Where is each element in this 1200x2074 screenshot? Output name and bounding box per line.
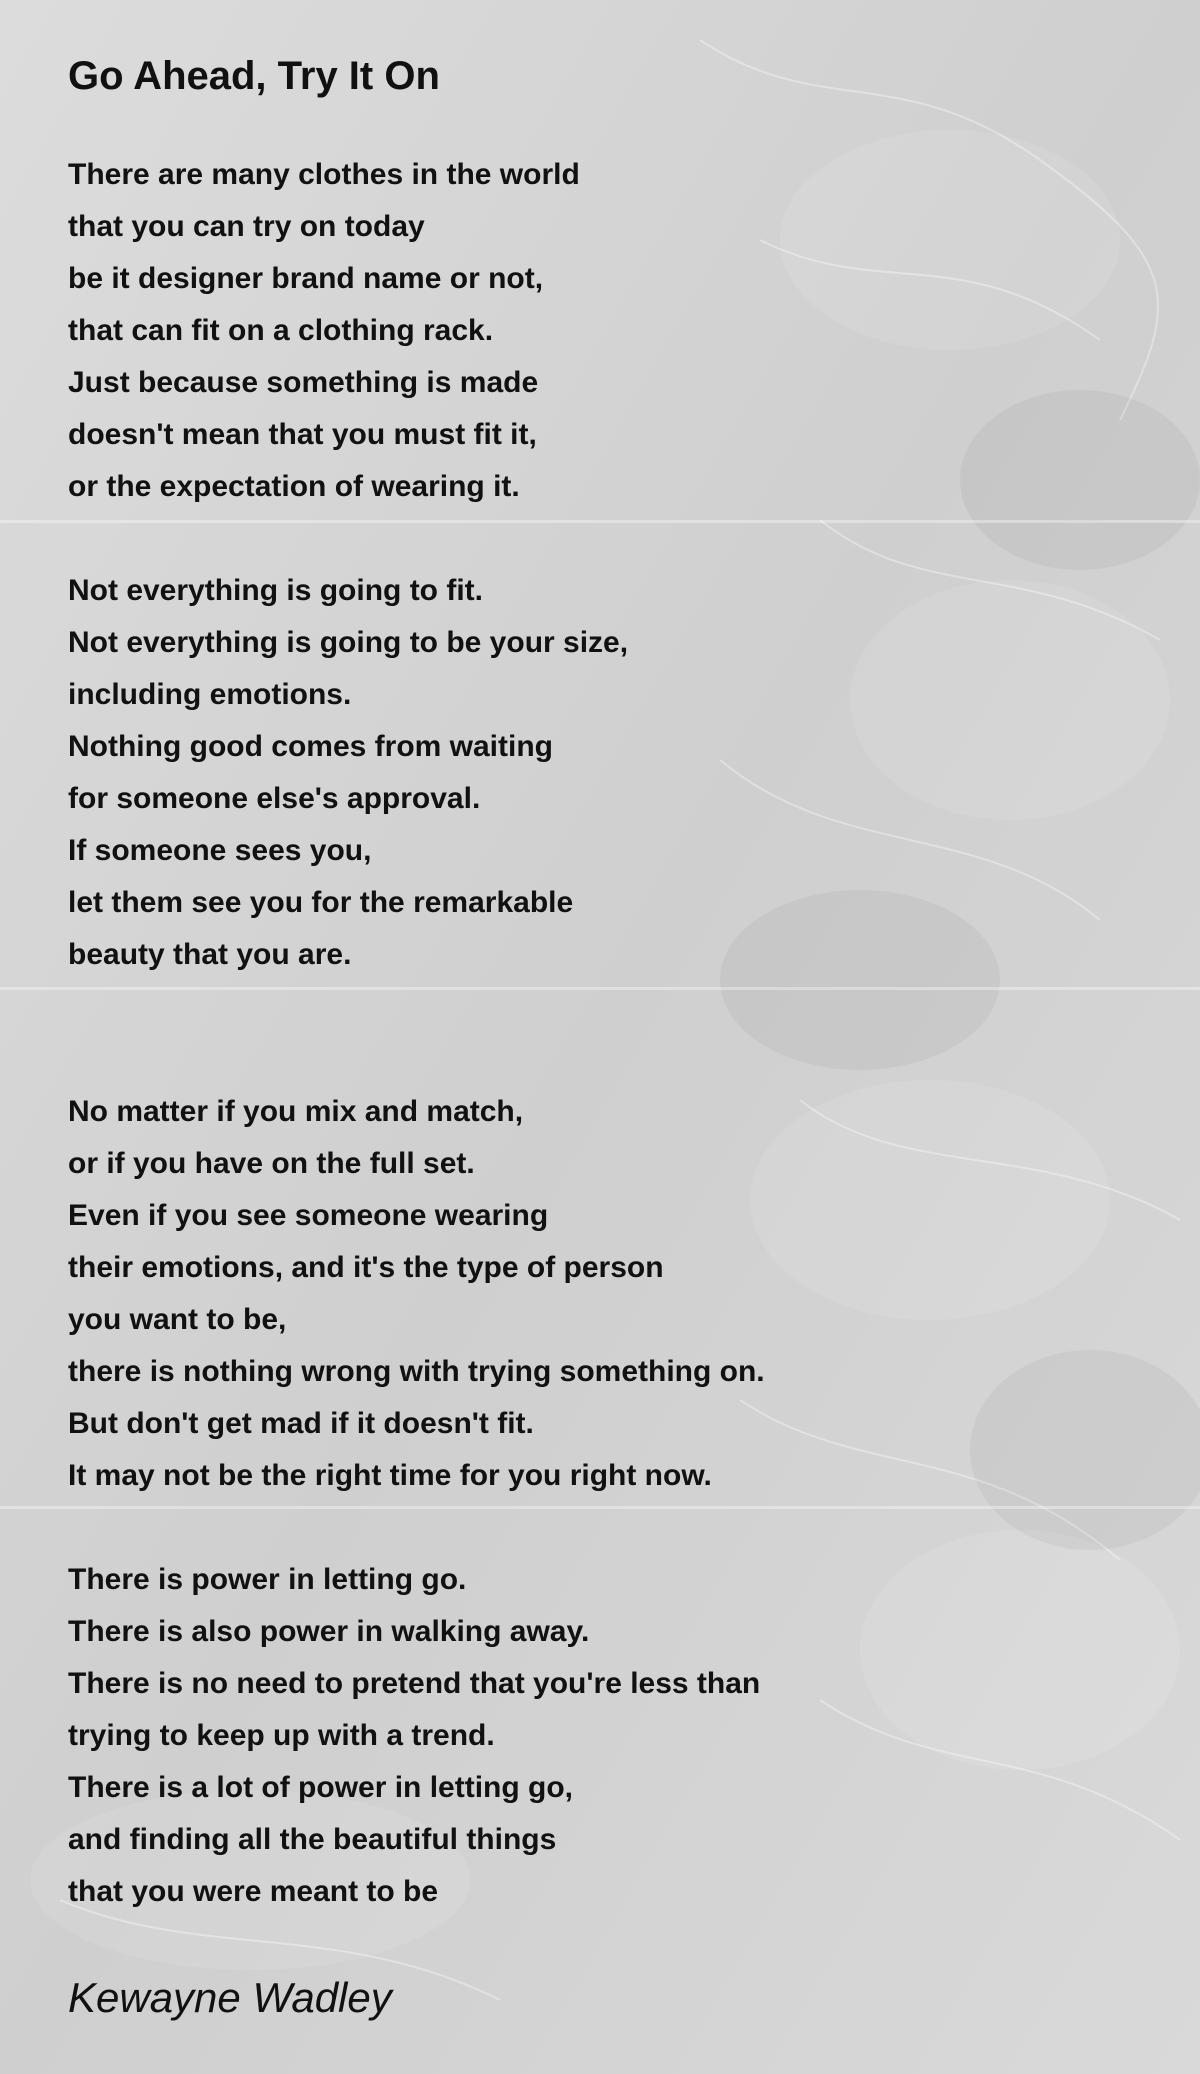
- section-seam: [0, 1506, 1200, 1509]
- section-seam: [0, 520, 1200, 523]
- section-seam: [0, 987, 1200, 990]
- poem-line: there is nothing wrong with trying something on.: [68, 1355, 765, 1388]
- poem-line: including emotions.: [68, 678, 352, 711]
- poem-line: There are many clothes in the world: [68, 158, 580, 191]
- poem-line: There is a lot of power in letting go,: [68, 1771, 574, 1804]
- poem-line: Even if you see someone wearing: [68, 1199, 549, 1232]
- poem-line: that you can try on today: [68, 210, 425, 243]
- poem-line: doesn't mean that you must fit it,: [68, 418, 537, 451]
- poem-line: Just because something is made: [68, 366, 539, 399]
- poem-line: If someone sees you,: [68, 834, 372, 867]
- poem-line: Not everything is going to be your size,: [68, 626, 629, 659]
- poem-line: or if you have on the full set.: [68, 1147, 475, 1180]
- stanza-1: [68, 149, 580, 513]
- poem-line: you want to be,: [68, 1303, 287, 1336]
- stanza-4: [68, 1554, 760, 1918]
- poem-line: or the expectation of wearing it.: [68, 470, 520, 503]
- poem-line: But don't get mad if it doesn't fit.: [68, 1407, 534, 1440]
- stanza-2: [68, 565, 628, 981]
- poem-line: beauty that you are.: [68, 938, 352, 971]
- poem-line: their emotions, and it's the type of person: [68, 1251, 664, 1284]
- poem-line: that can fit on a clothing rack.: [68, 314, 494, 347]
- poem-line: There is also power in walking away.: [68, 1615, 590, 1648]
- poem-line: There is no need to pretend that you're less than: [68, 1667, 761, 1700]
- poem-title: Go Ahead, Try It On: [68, 54, 440, 98]
- poem-line: and finding all the beautiful things: [68, 1823, 557, 1856]
- poem-author: Kewayne Wadley: [68, 1974, 392, 2021]
- poem-line: that you were meant to be: [68, 1875, 439, 1908]
- poem-line: No matter if you mix and match,: [68, 1095, 524, 1128]
- poem-line: It may not be the right time for you right now.: [68, 1459, 712, 1492]
- poem-line: be it designer brand name or not,: [68, 262, 544, 295]
- poem-line: Not everything is going to fit.: [68, 574, 483, 607]
- poem-line: Nothing good comes from waiting: [68, 730, 553, 763]
- poem-line: for someone else's approval.: [68, 782, 481, 815]
- poem-line: trying to keep up with a trend.: [68, 1719, 495, 1752]
- poem-line: let them see you for the remarkable: [68, 886, 574, 919]
- stanza-3: [68, 1086, 765, 1502]
- poem-line: There is power in letting go.: [68, 1563, 467, 1596]
